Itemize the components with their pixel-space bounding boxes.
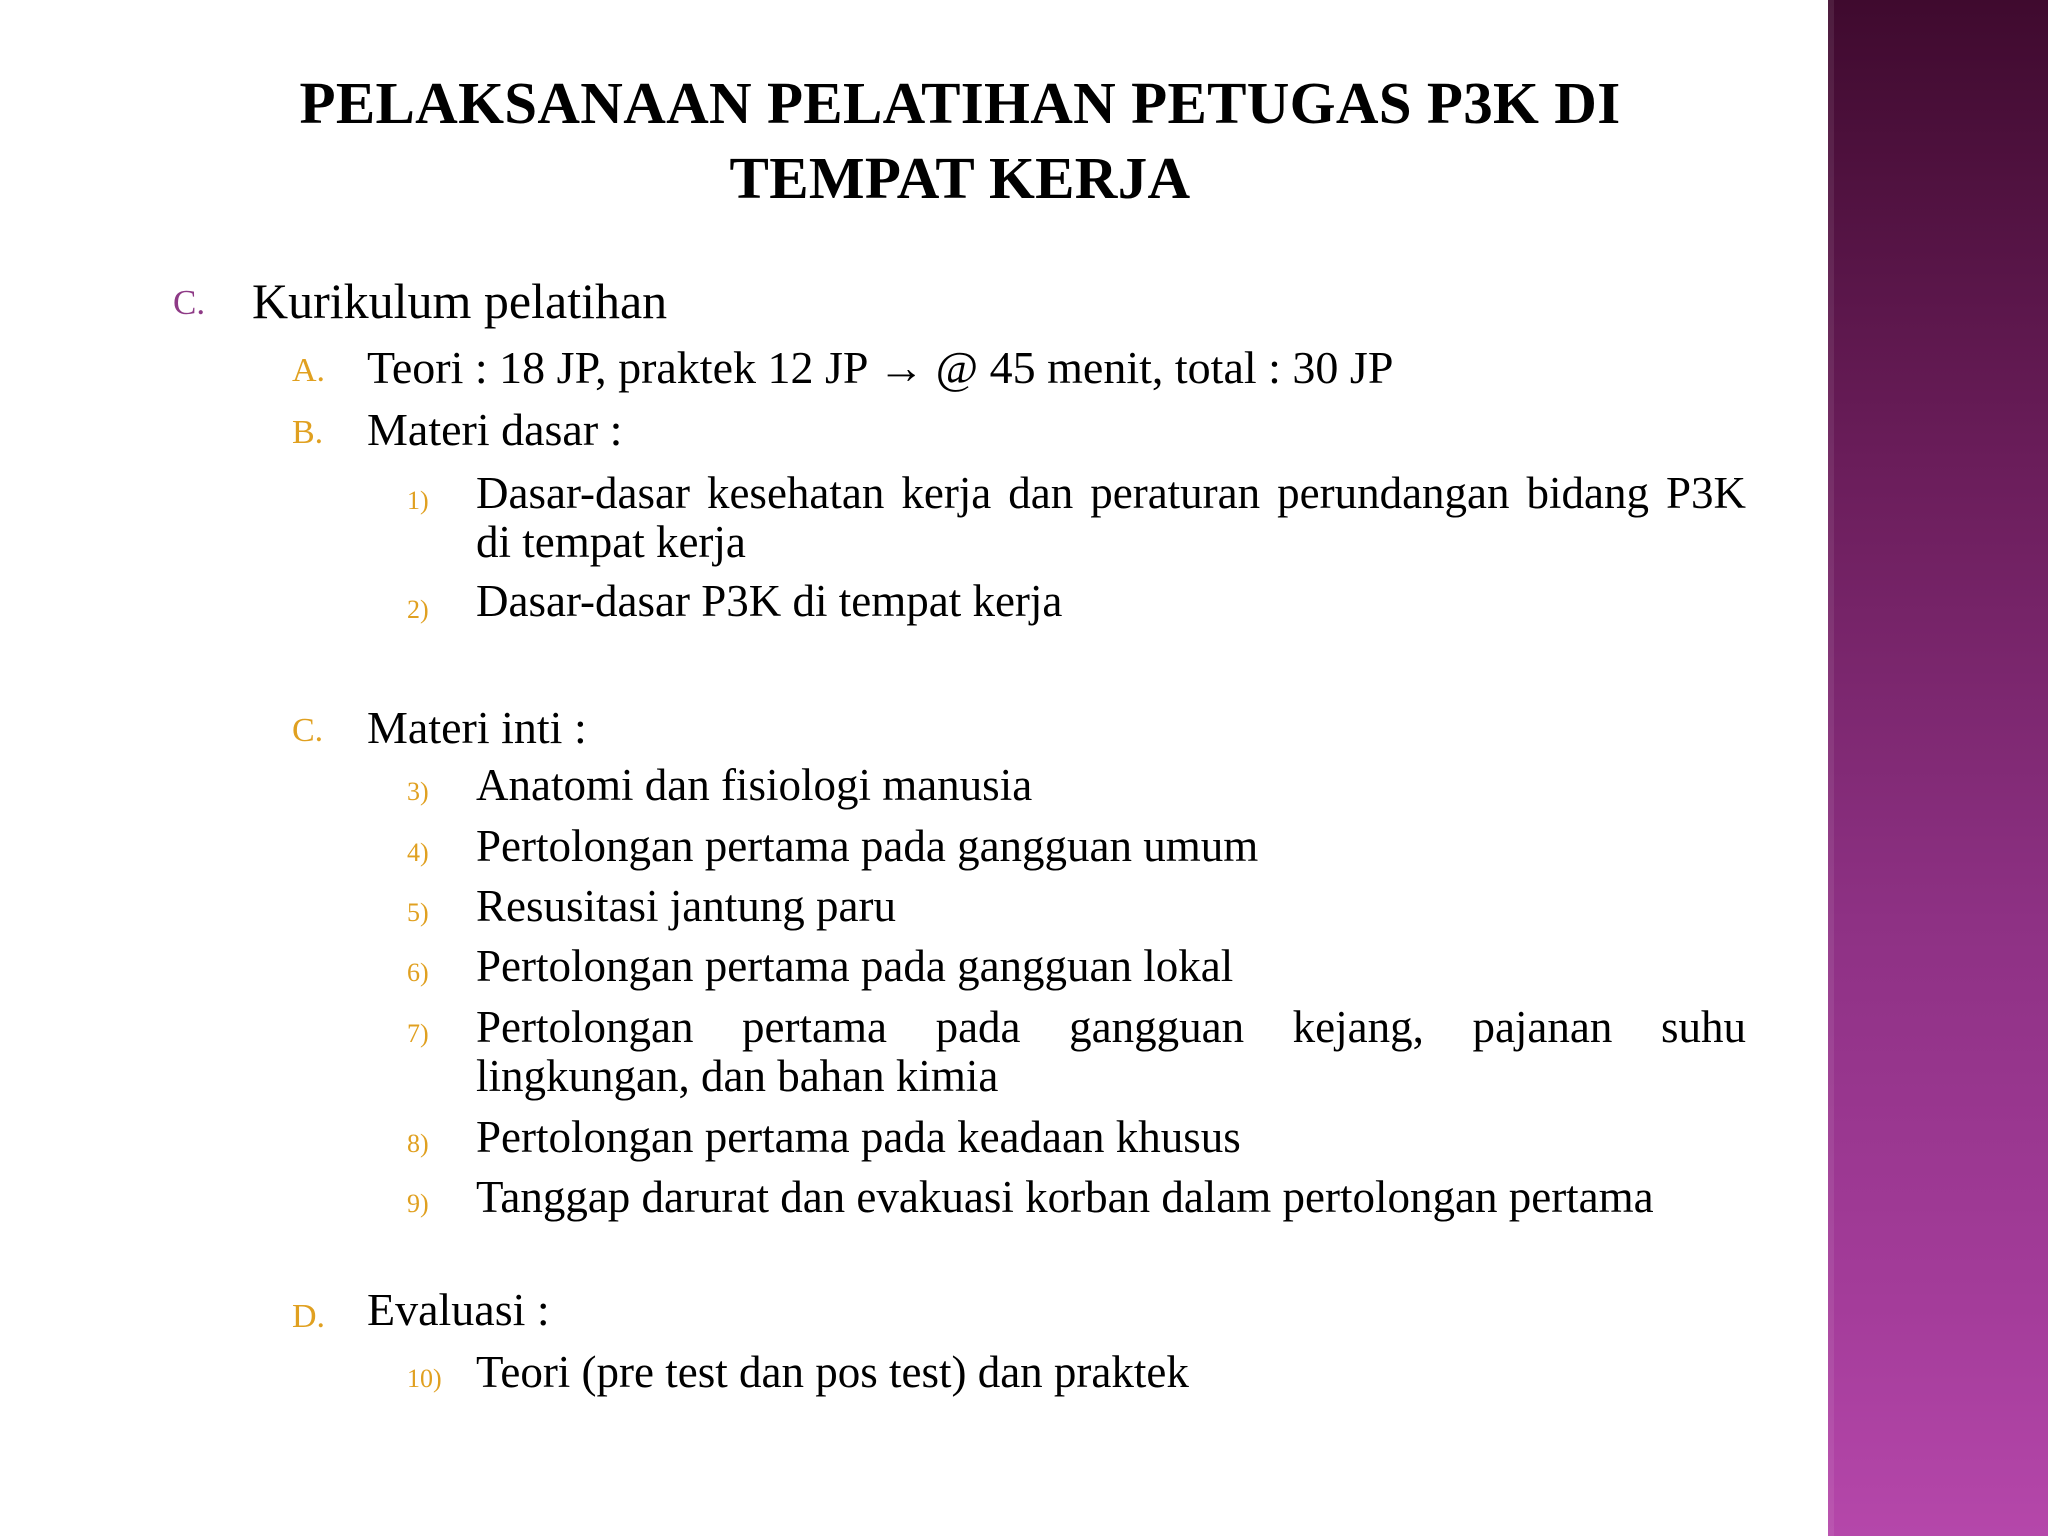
title-line-2: TEMPAT KERJA: [729, 145, 1191, 211]
item-7-marker: 7): [407, 1019, 429, 1048]
item-a-text: Teori : 18 JP, praktek 12 JP → @ 45 menit, total : 30 JP: [367, 342, 1394, 393]
item-4-text: Pertolongan pertama pada gangguan umum: [476, 821, 1259, 871]
section-marker: C.: [173, 283, 206, 322]
item-3-text: Anatomi dan fisiologi manusia: [476, 760, 1033, 810]
item-8-marker: 8): [407, 1129, 429, 1158]
item-d-text: Evaluasi :: [367, 1284, 550, 1335]
item-5-marker: 5): [407, 898, 429, 927]
item-10-text: Teori (pre test dan pos test) dan praktek: [476, 1347, 1189, 1397]
item-6-marker: 6): [407, 958, 429, 987]
item-6-text: Pertolongan pertama pada gangguan lokal: [476, 941, 1234, 991]
item-a-marker: A.: [292, 352, 326, 389]
decorative-side-band: [1828, 0, 2048, 1536]
title-line-1: PELAKSANAAN PELATIHAN PETUGAS P3K DI: [299, 70, 1621, 136]
item-4-marker: 4): [407, 838, 429, 867]
item-c-marker: C.: [292, 712, 324, 749]
item-2-text: Dasar-dasar P3K di tempat kerja: [476, 576, 1063, 626]
item-10-marker: 10): [407, 1364, 442, 1393]
item-b-marker: B.: [292, 414, 324, 451]
slide-title: [160, 66, 1760, 216]
item-7-text: Pertolongan pertama pada gangguan kejang, pajanan suhu lingkungan, dan bahan kimia: [476, 1002, 1746, 1101]
item-8-text: Pertolongan pertama pada keadaan khusus: [476, 1112, 1241, 1162]
item-b-text: Materi dasar :: [367, 404, 623, 455]
section-label: Kurikulum pelatihan: [252, 273, 668, 329]
item-1-marker: 1): [407, 486, 429, 515]
item-1-text: Dasar-dasar kesehatan kerja dan peraturan perundangan bidang P3K di tempat kerja: [476, 468, 1746, 567]
item-d-marker: D.: [292, 1298, 326, 1335]
item-9-text: Tanggap darurat dan evakuasi korban dalam pertolongan pertama: [476, 1172, 1654, 1222]
item-9-marker: 9): [407, 1189, 429, 1218]
item-3-marker: 3): [407, 777, 429, 806]
item-5-text: Resusitasi jantung paru: [476, 881, 896, 931]
item-c-text: Materi inti :: [367, 702, 587, 753]
item-2-marker: 2): [407, 595, 429, 624]
